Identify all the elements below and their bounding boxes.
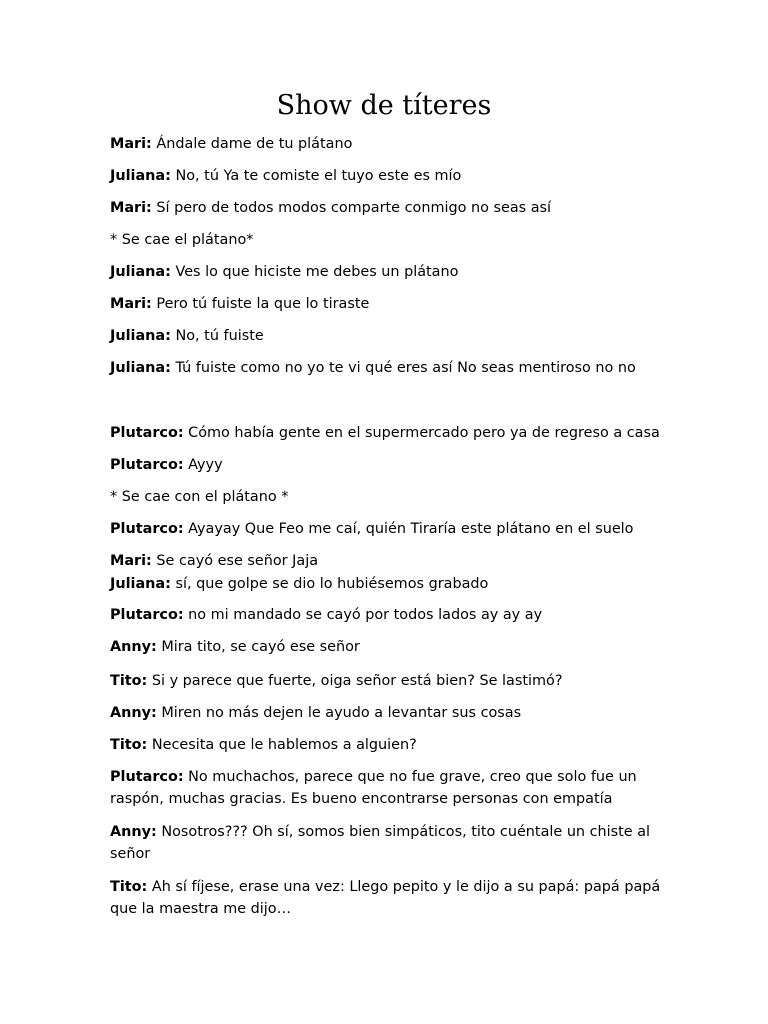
line-text: No, tú Ya te comiste el tuyo este es mío bbox=[170, 168, 462, 184]
line-text: Necesita que le hablemos a alguien? bbox=[147, 737, 417, 753]
dialogue-line bbox=[110, 357, 670, 379]
dialogue-line bbox=[110, 325, 670, 347]
dialogue-line bbox=[110, 573, 670, 595]
speaker-name: Mari: bbox=[110, 200, 152, 216]
line-text: Miren no más dejen le ayudo a levantar sus cosas bbox=[156, 705, 522, 721]
speaker-name: Anny: bbox=[110, 705, 157, 721]
speaker-name: Tito: bbox=[110, 737, 148, 753]
dialogue-line bbox=[110, 422, 670, 444]
dialogue-line bbox=[110, 133, 670, 155]
dialogue-line bbox=[110, 604, 670, 626]
dialogue-line bbox=[110, 293, 670, 315]
line-text: * Se cae con el plátano * bbox=[110, 489, 289, 505]
dialogue-line bbox=[110, 821, 670, 865]
speaker-name: Plutarco: bbox=[110, 521, 184, 537]
speaker-name: Mari: bbox=[110, 296, 152, 312]
dialogue-line bbox=[110, 165, 670, 187]
line-text: No, tú fuiste bbox=[170, 328, 264, 344]
speaker-name: Plutarco: bbox=[110, 425, 184, 441]
line-text: Nosotros??? Oh sí, somos bien simpáticos, tito cuéntale un chiste al señor bbox=[110, 824, 651, 862]
line-text: Cómo había gente en el supermercado pero ya de regreso a casa bbox=[183, 425, 660, 441]
speaker-name: Anny: bbox=[110, 639, 157, 655]
speaker-name: Mari: bbox=[110, 553, 152, 569]
line-text: no mi mandado se cayó por todos lados ay ay ay bbox=[183, 607, 543, 623]
dialogue-line bbox=[110, 766, 670, 810]
speaker-name: Juliana: bbox=[110, 168, 171, 184]
dialogue-line bbox=[110, 261, 670, 283]
line-text: Ándale dame de tu plátano bbox=[151, 136, 353, 152]
speaker-name: Juliana: bbox=[110, 576, 171, 592]
speaker-name: Juliana: bbox=[110, 328, 171, 344]
dialogue-line bbox=[110, 454, 670, 476]
speaker-name: Plutarco: bbox=[110, 457, 184, 473]
line-text: Ah sí fíjese, erase una vez: Llego pepito y le dijo a su papá: papá papá que la maestra me dijo… bbox=[110, 879, 661, 917]
line-text: sí, que golpe se dio lo hubiésemos grabado bbox=[170, 576, 489, 592]
line-text: Tú fuiste como no yo te vi qué eres así No seas mentiroso no no bbox=[170, 360, 636, 376]
dialogue-line bbox=[110, 518, 670, 540]
stage-direction bbox=[110, 229, 670, 251]
dialogue-line bbox=[110, 670, 670, 692]
dialogue-line bbox=[110, 702, 670, 724]
line-text: No muchachos, parece que no fue grave, creo que solo fue un raspón, muchas gracias. Es bueno encontrarse personas con empatía bbox=[110, 769, 637, 807]
speaker-name: Mari: bbox=[110, 136, 152, 152]
dialogue-line bbox=[110, 876, 670, 920]
line-text: * Se cae el plátano* bbox=[110, 232, 254, 248]
line-text: Ves lo que hiciste me debes un plátano bbox=[170, 264, 459, 280]
speaker-name: Tito: bbox=[110, 879, 148, 895]
speaker-name: Anny: bbox=[110, 824, 157, 840]
dialogue-line bbox=[110, 197, 670, 219]
dialogue-line bbox=[110, 734, 670, 756]
dialogue-line bbox=[110, 636, 670, 658]
speaker-name: Juliana: bbox=[110, 360, 171, 376]
dialogue-line bbox=[110, 550, 670, 572]
speaker-name: Tito: bbox=[110, 673, 148, 689]
line-text: Ayayay Que Feo me caí, quién Tiraría este plátano en el suelo bbox=[183, 521, 634, 537]
line-text: Pero tú fuiste la que lo tiraste bbox=[151, 296, 370, 312]
line-text: Sí pero de todos modos comparte conmigo no seas así bbox=[151, 200, 552, 216]
line-text: Mira tito, se cayó ese señor bbox=[156, 639, 360, 655]
line-text: Se cayó ese señor Jaja bbox=[151, 553, 319, 569]
stage-direction bbox=[110, 486, 670, 508]
line-text: Ayyy bbox=[183, 457, 223, 473]
speaker-name: Plutarco: bbox=[110, 607, 184, 623]
speaker-name: Juliana: bbox=[110, 264, 171, 280]
speaker-name: Plutarco: bbox=[110, 769, 184, 785]
document-title: Show de títeres bbox=[276, 90, 492, 121]
line-text: Si y parece que fuerte, oiga señor está bien? Se lastimó? bbox=[147, 673, 563, 689]
